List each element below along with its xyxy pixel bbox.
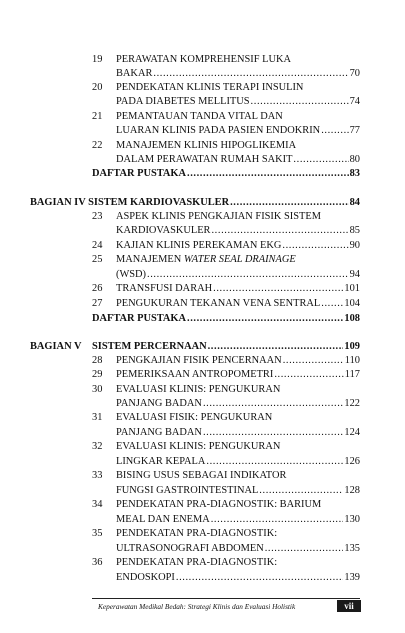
entry-number: 23: [92, 211, 103, 222]
toc-row[interactable]: [116, 95, 360, 108]
entry-title: PEMANTAUAN TANDA VITAL DAN: [116, 111, 283, 122]
entry-number: 32: [92, 441, 103, 452]
page-number: 124: [344, 427, 360, 438]
toc-row[interactable]: [116, 542, 360, 555]
dot-leader: [147, 268, 349, 281]
toc-row-section[interactable]: [30, 196, 360, 209]
dot-leader: [208, 340, 344, 353]
entry-number: 36: [92, 557, 103, 568]
section-label: BAGIAN V: [30, 341, 82, 352]
entry-title: EVALUASI KLINIS: PENGUKURAN: [116, 441, 281, 452]
entry-number: 25: [92, 254, 103, 265]
entry-title: FUNGSI GASTROINTESTINAL: [116, 485, 259, 496]
entry-title: PENGUKURAN TEKANAN VENA SENTRAL: [116, 298, 321, 309]
entry-title: PANJANG BADAN: [116, 398, 202, 409]
dot-leader: [203, 397, 343, 410]
page-number: 101: [344, 283, 360, 294]
page-number: 108: [344, 313, 360, 324]
toc-row-section[interactable]: [92, 340, 360, 353]
footer-page-number: vii: [337, 600, 361, 612]
dot-leader: [321, 124, 348, 137]
page-number: 109: [344, 341, 360, 352]
dot-leader: [265, 542, 344, 555]
toc-row[interactable]: [116, 455, 360, 468]
toc-row[interactable]: [116, 368, 360, 381]
dot-leader: [213, 282, 343, 295]
page-footer: [0, 596, 405, 614]
dot-leader: [153, 67, 348, 80]
footer-book-title: Keperawatan Medikal Bedah: Strategi Klinis dan Evaluasi Holistik: [98, 602, 296, 611]
page-number: 128: [344, 485, 360, 496]
dot-leader: [206, 455, 343, 468]
dot-leader: [321, 297, 343, 310]
dot-leader: [187, 167, 349, 180]
entry-number: 35: [92, 528, 103, 539]
page-number: 135: [344, 543, 360, 554]
entry-title: KARDIOVASKULER: [116, 225, 211, 236]
entry-title: KAJIAN KLINIS PEREKAMAN EKG: [116, 240, 282, 251]
toc-row[interactable]: [116, 484, 360, 497]
entry-title: PADA DIABETES MELLITUS: [116, 96, 250, 107]
entry-title: LUARAN KLINIS PADA PASIEN ENDOKRIN: [116, 125, 321, 136]
dot-leader: [251, 95, 349, 108]
section-title: BAGIAN IV SISTEM KARDIOVASKULER: [30, 197, 230, 208]
dot-leader: [282, 239, 348, 252]
toc-row[interactable]: [116, 513, 360, 526]
entry-number: 33: [92, 470, 103, 481]
entry-number: 19: [92, 54, 103, 65]
dot-leader: [203, 426, 343, 439]
entry-title: PEMERIKSAAN ANTROPOMETRI: [116, 369, 274, 380]
page-number: 70: [349, 68, 360, 79]
entry-title: (WSD): [116, 269, 147, 280]
toc-row-references[interactable]: [92, 167, 360, 180]
entry-title: PENDEKATAN KLINIS TERAPI INSULIN: [116, 82, 304, 93]
dot-leader: [274, 368, 343, 381]
entry-title: PANJANG BADAN: [116, 427, 202, 438]
toc-row[interactable]: [116, 239, 360, 252]
dot-leader: [211, 224, 348, 237]
page-number: 84: [349, 197, 360, 208]
entry-title: MANAJEMEN KLINIS HIPOGLIKEMIA: [116, 140, 297, 151]
toc-row[interactable]: [116, 224, 360, 237]
toc-row[interactable]: [116, 268, 360, 281]
toc-row[interactable]: [116, 571, 360, 584]
entry-title: BISING USUS SEBAGAI INDIKATOR: [116, 470, 287, 481]
entry-number: 22: [92, 140, 103, 151]
page-number: 83: [349, 168, 360, 179]
dot-leader: [293, 153, 348, 166]
entry-number: 30: [92, 384, 103, 395]
dot-leader: [176, 571, 344, 584]
entry-title: PENDEKATAN PRA-DIAGNOSTIK: BARIUM: [116, 499, 322, 510]
entry-title: PENDEKATAN PRA-DIAGNOSTIK:: [116, 557, 278, 568]
toc-row[interactable]: [116, 282, 360, 295]
page-number: 85: [349, 225, 360, 236]
dot-leader: [259, 484, 343, 497]
page-number: 80: [349, 154, 360, 165]
page-number: 130: [344, 514, 360, 525]
references-label: DAFTAR PUSTAKA: [92, 313, 186, 324]
footer-rule: [92, 598, 360, 599]
toc-row[interactable]: [116, 124, 360, 137]
dot-leader: [211, 513, 344, 526]
entry-number: 21: [92, 111, 103, 122]
toc-row-references[interactable]: [92, 312, 360, 325]
toc-row[interactable]: [116, 426, 360, 439]
page-number: 77: [349, 125, 360, 136]
references-label: DAFTAR PUSTAKA: [92, 168, 186, 179]
page-number: 139: [344, 572, 360, 583]
entry-title: LINGKAR KEPALA: [116, 456, 206, 467]
entry-title: BAKAR: [116, 68, 153, 79]
entry-number: 20: [92, 82, 103, 93]
entry-title: PENGKAJIAN FISIK PENCERNAAN: [116, 355, 282, 366]
toc-row[interactable]: [116, 67, 360, 80]
page-number: 94: [349, 269, 360, 280]
entry-title: TRANSFUSI DARAH: [116, 283, 213, 294]
page-number: 110: [344, 355, 360, 366]
entry-title: EVALUASI FISIK: PENGUKURAN: [116, 412, 273, 423]
entry-title: PERAWATAN KOMPREHENSIF LUKA: [116, 54, 291, 65]
toc-row[interactable]: [116, 297, 360, 310]
page-number: 104: [344, 298, 360, 309]
entry-title: ASPEK KLINIS PENGKAJIAN FISIK SISTEM: [116, 211, 321, 222]
page-number: 117: [344, 369, 360, 380]
entry-title-part: MANAJEMEN: [116, 254, 184, 265]
page-number: 74: [349, 96, 360, 107]
entry-number: 34: [92, 499, 103, 510]
dot-leader: [187, 312, 343, 325]
page-number: 126: [344, 456, 360, 467]
section-title: SISTEM PERCERNAAN: [92, 341, 207, 352]
entry-title: ENDOSKOPI: [116, 572, 175, 583]
entry-number: 24: [92, 240, 103, 251]
entry-title: MEAL DAN ENEMA: [116, 514, 210, 525]
dot-leader: [283, 354, 344, 367]
toc-row[interactable]: [116, 153, 360, 166]
entry-number: 27: [92, 298, 103, 309]
entry-title-italic: WATER SEAL DRAINAGE: [183, 254, 296, 265]
entry-number: 28: [92, 355, 103, 366]
entry-number: 29: [92, 369, 103, 380]
page-number: 90: [349, 240, 360, 251]
entry-title: [116, 253, 296, 266]
entry-title: DALAM PERAWATAN RUMAH SAKIT: [116, 154, 293, 165]
page-number: 122: [344, 398, 360, 409]
toc-row[interactable]: [116, 354, 360, 367]
entry-title: PENDEKATAN PRA-DIAGNOSTIK:: [116, 528, 278, 539]
dot-leader: [230, 196, 349, 209]
toc-row[interactable]: [116, 397, 360, 410]
entry-number: 26: [92, 283, 103, 294]
entry-number: 31: [92, 412, 103, 423]
entry-title: EVALUASI KLINIS: PENGUKURAN: [116, 384, 281, 395]
entry-title: ULTRASONOGRAFI ABDOMEN: [116, 543, 264, 554]
